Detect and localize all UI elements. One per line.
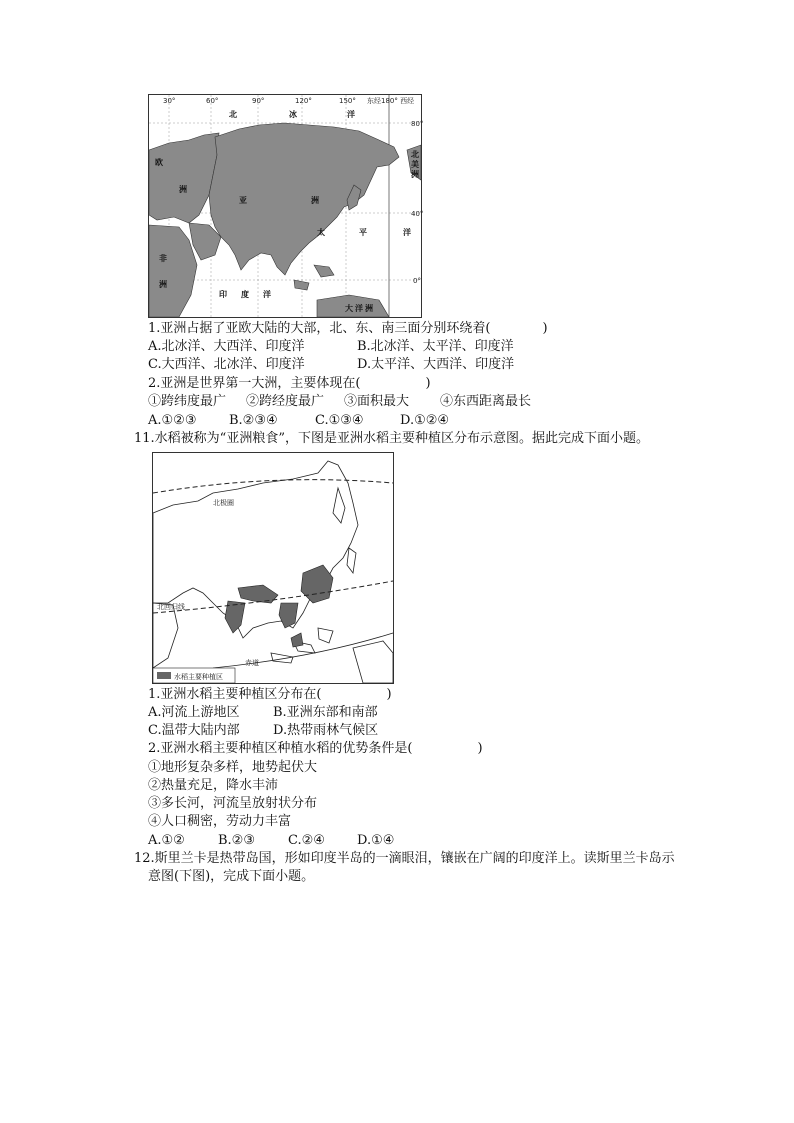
pacific-label-3: 洋 [403, 228, 411, 237]
q11-sub1-stem: 1.亚洲水稻主要种植区分布在( ) [148, 687, 392, 702]
rice-distribution-map [152, 452, 394, 684]
indian-label-1: 印 [219, 290, 227, 299]
q12-stem-line2: 意图(下图)，完成下面小题。 [148, 869, 315, 884]
europe-label-1: 欧 [155, 158, 163, 167]
africa-label-2: 洲 [159, 280, 167, 289]
q10-sub1-option-c[interactable]: C.大西洋、北冰洋、印度洋 [148, 357, 305, 372]
q11-sub2-item-1: ①地形复杂多样，地势起伏大 [148, 760, 318, 775]
lat-label-80: 80° [411, 120, 424, 128]
lon-label-60: 60° [206, 97, 219, 105]
pacific-label-2: 平 [359, 228, 367, 237]
q11-sub2-stem: 2.亚洲水稻主要种植区种植水稻的优势条件是( ) [148, 741, 483, 756]
arctic-label-3: 洋 [347, 110, 355, 119]
oceania-label-2: 洋 [355, 304, 363, 313]
asia-location-map [148, 94, 422, 318]
q11-sub2-item-2: ②热量充足，降水丰沛 [148, 778, 279, 793]
lon-label-30: 30° [163, 97, 176, 105]
q10-sub2-item-1: ①跨纬度最广 [148, 394, 227, 409]
q11-sub2-item-4: ④人口稠密，劳动力丰富 [148, 814, 292, 829]
asia-label-2: 洲 [311, 196, 319, 205]
q11-sub2-item-3: ③多长河，河流呈放射状分布 [148, 796, 318, 811]
oceania-label-1: 大 [345, 304, 353, 313]
legend-label: 水稻主要种植区 [174, 673, 223, 681]
africa-label-1: 非 [159, 254, 167, 263]
q11-sub1-option-a[interactable]: A.河流上游地区 [148, 705, 240, 720]
arctic-label-1: 北 [229, 110, 237, 119]
asia-label-1: 亚 [239, 196, 247, 205]
q10-sub2-option-c[interactable]: C.①③④ [315, 413, 364, 428]
q10-sub2-option-d[interactable]: D.①②④ [400, 413, 450, 428]
q11-sub2-option-b[interactable]: B.②③ [218, 833, 255, 848]
indian-label-3: 洋 [263, 290, 271, 299]
tropic-label: 北回归线 [157, 603, 185, 611]
arctic-label-2: 冰 [289, 110, 297, 119]
lon-label-150: 150° [339, 97, 356, 105]
namerica-label-3: 洲 [411, 170, 419, 179]
namerica-label-1: 北 [411, 150, 419, 159]
oceania-label-3: 洲 [365, 304, 373, 313]
q11-sub2-option-c[interactable]: C.②④ [288, 833, 325, 848]
namerica-label-2: 美 [411, 160, 419, 169]
lat-label-40: 40° [411, 210, 424, 218]
q11-sub1-option-c[interactable]: C.温带大陆内部 [148, 723, 240, 738]
q11-sub2-option-a[interactable]: A.①② [148, 833, 185, 848]
q10-sub2-item-4: ④东西距离最长 [440, 394, 532, 409]
europe-label-2: 洲 [179, 185, 187, 194]
q10-sub1-option-d[interactable]: D.太平洋、大西洋、印度洋 [357, 357, 515, 372]
q10-sub2-option-b[interactable]: B.②③④ [229, 413, 278, 428]
lon-label-180: 东经180° 西经 [367, 97, 415, 105]
q11-stem: 11.水稻被称为“亚洲粮食”，下图是亚洲水稻主要种植区分布示意图。据此完成下面小题。 [134, 431, 649, 446]
q10-sub1-option-a[interactable]: A.北冰洋、大西洋、印度洋 [148, 339, 305, 354]
indian-label-2: 度 [241, 290, 249, 299]
lon-label-120: 120° [295, 97, 312, 105]
q10-sub2-stem: 2.亚洲是世界第一大洲，主要体现在( ) [148, 376, 431, 391]
q10-sub1-option-b[interactable]: B.北冰洋、太平洋、印度洋 [357, 339, 514, 354]
q10-sub1-stem: 1.亚洲占据了亚欧大陆的大部，北、东、南三面分别环绕着( ) [148, 321, 548, 336]
arctic-circle-label: 北极圈 [213, 499, 234, 507]
q11-sub2-option-d[interactable]: D.①④ [357, 833, 395, 848]
q10-sub2-item-3: ③面积最大 [344, 394, 410, 409]
q11-sub1-option-b[interactable]: B.亚洲东部和南部 [273, 705, 378, 720]
pacific-label-1: 太 [317, 228, 325, 237]
q12-stem-line1: 12.斯里兰卡是热带岛国，形如印度半岛的一滴眼泪，镶嵌在广阔的印度洋上。读斯里兰卡岛示 [134, 851, 675, 866]
q11-sub1-option-d[interactable]: D.热带雨林气候区 [273, 723, 379, 738]
lon-label-90: 90° [252, 97, 265, 105]
q10-sub2-option-a[interactable]: A.①②③ [148, 413, 197, 428]
lat-label-0: 0° [413, 277, 421, 285]
q10-sub2-item-2: ②跨经度最广 [246, 394, 325, 409]
equator-label: 赤道 [245, 659, 259, 667]
legend-swatch [157, 672, 171, 679]
